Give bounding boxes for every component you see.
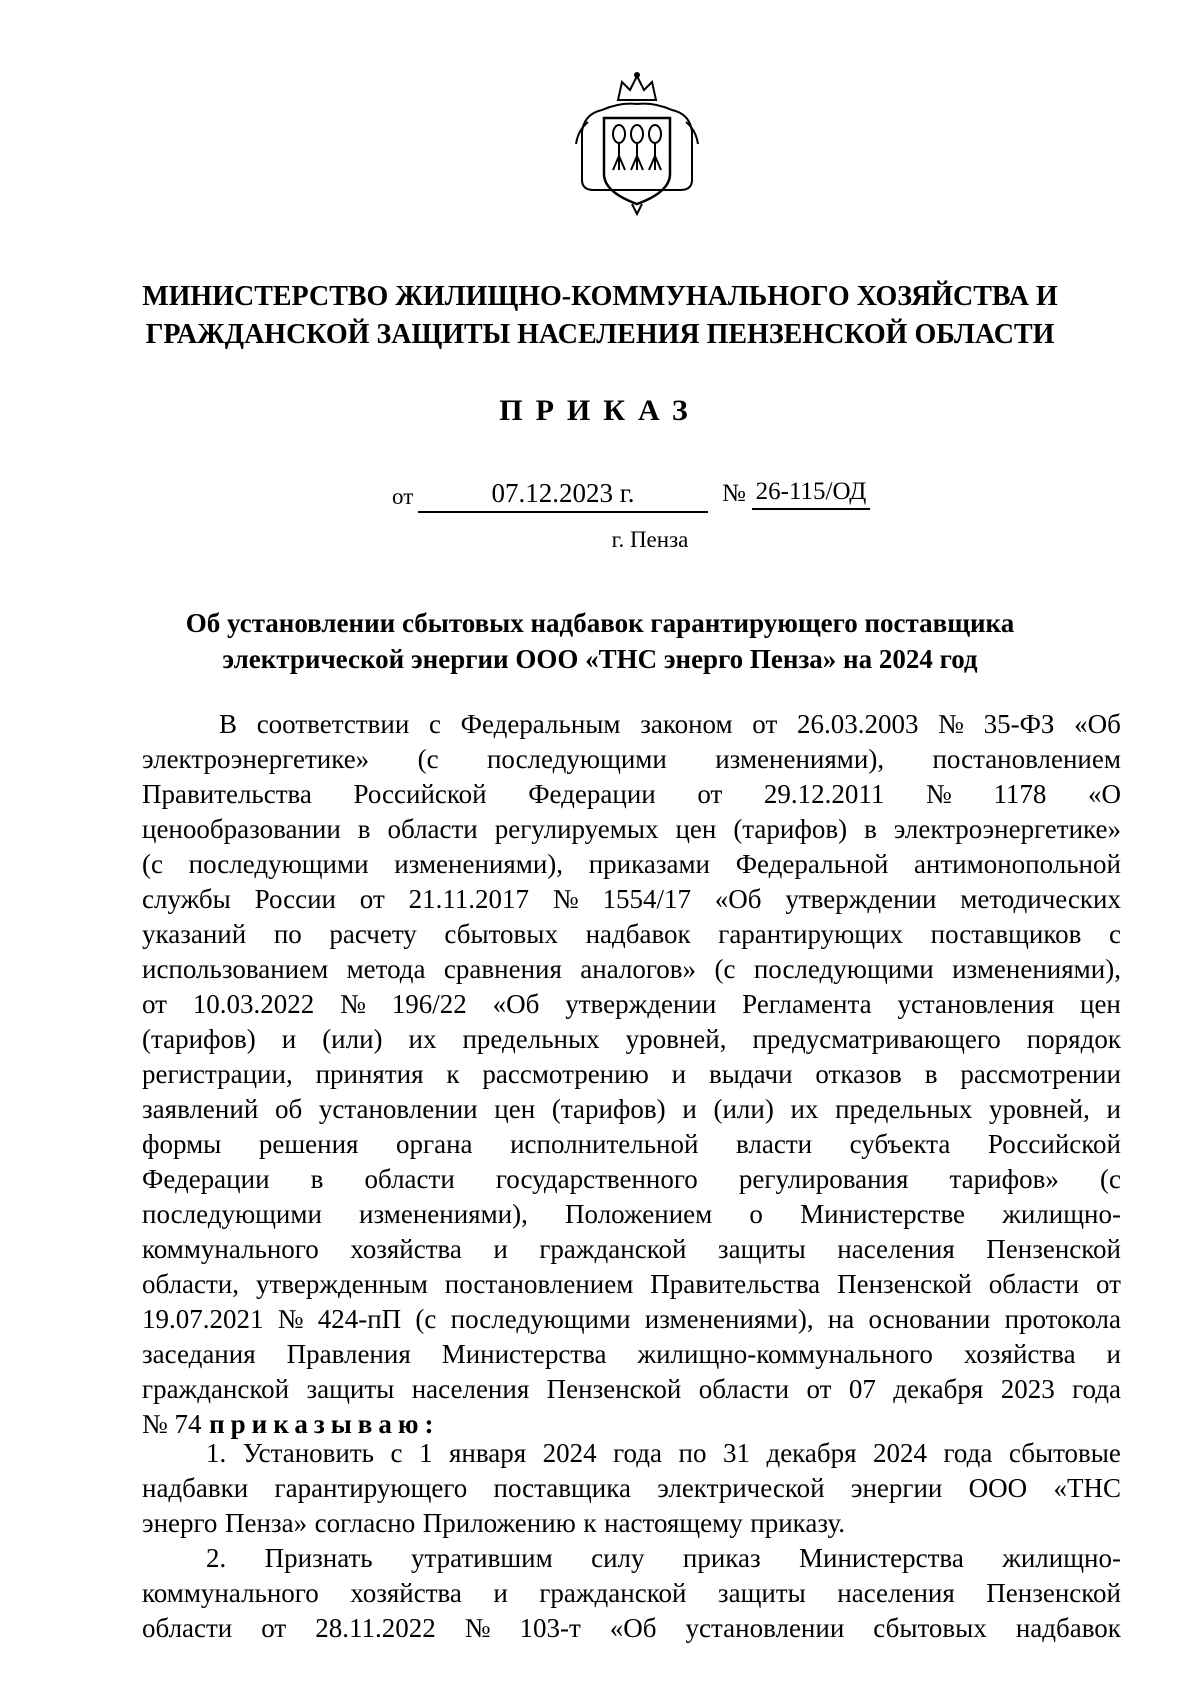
ministry-name — [100, 278, 1100, 354]
number-label: № — [722, 480, 746, 507]
document-type-heading: ПРИКАЗ — [499, 394, 701, 427]
text-line: гражданской защиты населения Пензенской области от 07 декабря 2023 года — [142, 1374, 1121, 1404]
text-line: последующими изменениями), Положением о Министерстве жилищно- — [142, 1199, 1121, 1229]
item-2-paragraph — [142, 1541, 1121, 1646]
text-line: Федерации в области государственного регулирования тарифов» (с — [142, 1164, 1121, 1194]
text-line: (тарифов) и (или) их предельных уровней, предусматривающего порядок — [142, 1024, 1121, 1054]
item-1-paragraph — [142, 1436, 1121, 1541]
text-line: заседания Правления Министерства жилищно-коммунального хозяйства и — [142, 1339, 1121, 1369]
ministry-name-line2: ГРАЖДАНСКОЙ ЗАЩИТЫ НАСЕЛЕНИЯ ПЕНЗЕНСКОЙ ОБЛАСТИ — [145, 319, 1055, 350]
date-number-line — [0, 478, 1200, 518]
date-label: от — [392, 484, 414, 509]
text-line: коммунального хозяйства и гражданской защиты населения Пензенской — [142, 1234, 1121, 1264]
order-date: 07.12.2023 г. — [418, 478, 708, 513]
text-line: службы России от 21.11.2017 № 1554/17 «Об утверждении методических — [142, 884, 1121, 914]
text-line: указаний по расчету сбытовых надбавок гарантирующих поставщиков с — [142, 919, 1121, 949]
text-line: электроэнергетике» (с последующими изменениями), постановлением — [142, 744, 1121, 774]
text-line: заявлений об установлении цен (тарифов) и (или) их предельных уровней, и — [142, 1094, 1121, 1124]
document-title — [100, 605, 1100, 677]
text-line: от 10.03.2022 № 196/22 «Об утверждении Регламента установления цен — [142, 989, 1121, 1019]
text-line: использованием метода сравнения аналогов» (с последующими изменениями), — [142, 954, 1121, 984]
text-line: В соответствии с Федеральным законом от 26.03.2003 № 35-ФЗ «Об — [219, 709, 1121, 739]
text-line: Правительства Российской Федерации от 29.12.2011 № 1178 «О — [142, 779, 1121, 809]
document-title-line2: электрической энергии ООО «ТНС энерго Пенза» на 2024 год — [222, 644, 978, 674]
text-line: энерго Пенза» согласно Приложению к настоящему приказу. — [142, 1508, 846, 1538]
text-line: 1. Установить с 1 января 2024 года по 31 декабря 2024 года сбытовые — [206, 1438, 1121, 1468]
order-number: 26-115/ОД — [752, 478, 870, 510]
document-title-line1: Об установлении сбытовых надбавок гарантирующего поставщика — [185, 608, 1015, 638]
text-line: области от 28.11.2022 № 103-т «Об установлении сбытовых надбавок — [142, 1613, 1121, 1643]
text-line: надбавки гарантирующего поставщика электрической энергии ООО «ТНС — [142, 1473, 1121, 1503]
text-line: коммунального хозяйства и гражданской защиты населения Пензенской — [142, 1578, 1121, 1608]
ministry-name-line1: МИНИСТЕРСТВО ЖИЛИЩНО-КОММУНАЛЬНОГО ХОЗЯЙСТВА И — [142, 281, 1058, 312]
order-word: приказываю: — [209, 1409, 440, 1439]
text-line: области, утвержденным постановлением Правительства Пензенской области от — [142, 1269, 1121, 1299]
text-line: ценообразовании в области регулируемых цен (тарифов) в электроэнергетике» — [142, 814, 1121, 844]
text-line: формы решения органа исполнительной власти субъекта Российской — [142, 1129, 1121, 1159]
text-line: (с последующими изменениями), приказами Федеральной антимонопольной — [142, 849, 1121, 879]
protocol-number: № 74 — [142, 1409, 202, 1439]
text-line: 19.07.2021 № 424-пП (с последующими изменениями), на основании протокола — [142, 1304, 1121, 1334]
text-line: 2. Признать утратившим силу приказ Министерства жилищно- — [206, 1543, 1121, 1573]
preamble-paragraph — [142, 707, 1121, 1442]
text-line: регистрации, принятия к рассмотрению и выдачи отказов в рассмотрении — [142, 1059, 1121, 1089]
city: г. Пенза — [611, 527, 689, 552]
penza-coat-of-arms-icon — [574, 70, 700, 216]
